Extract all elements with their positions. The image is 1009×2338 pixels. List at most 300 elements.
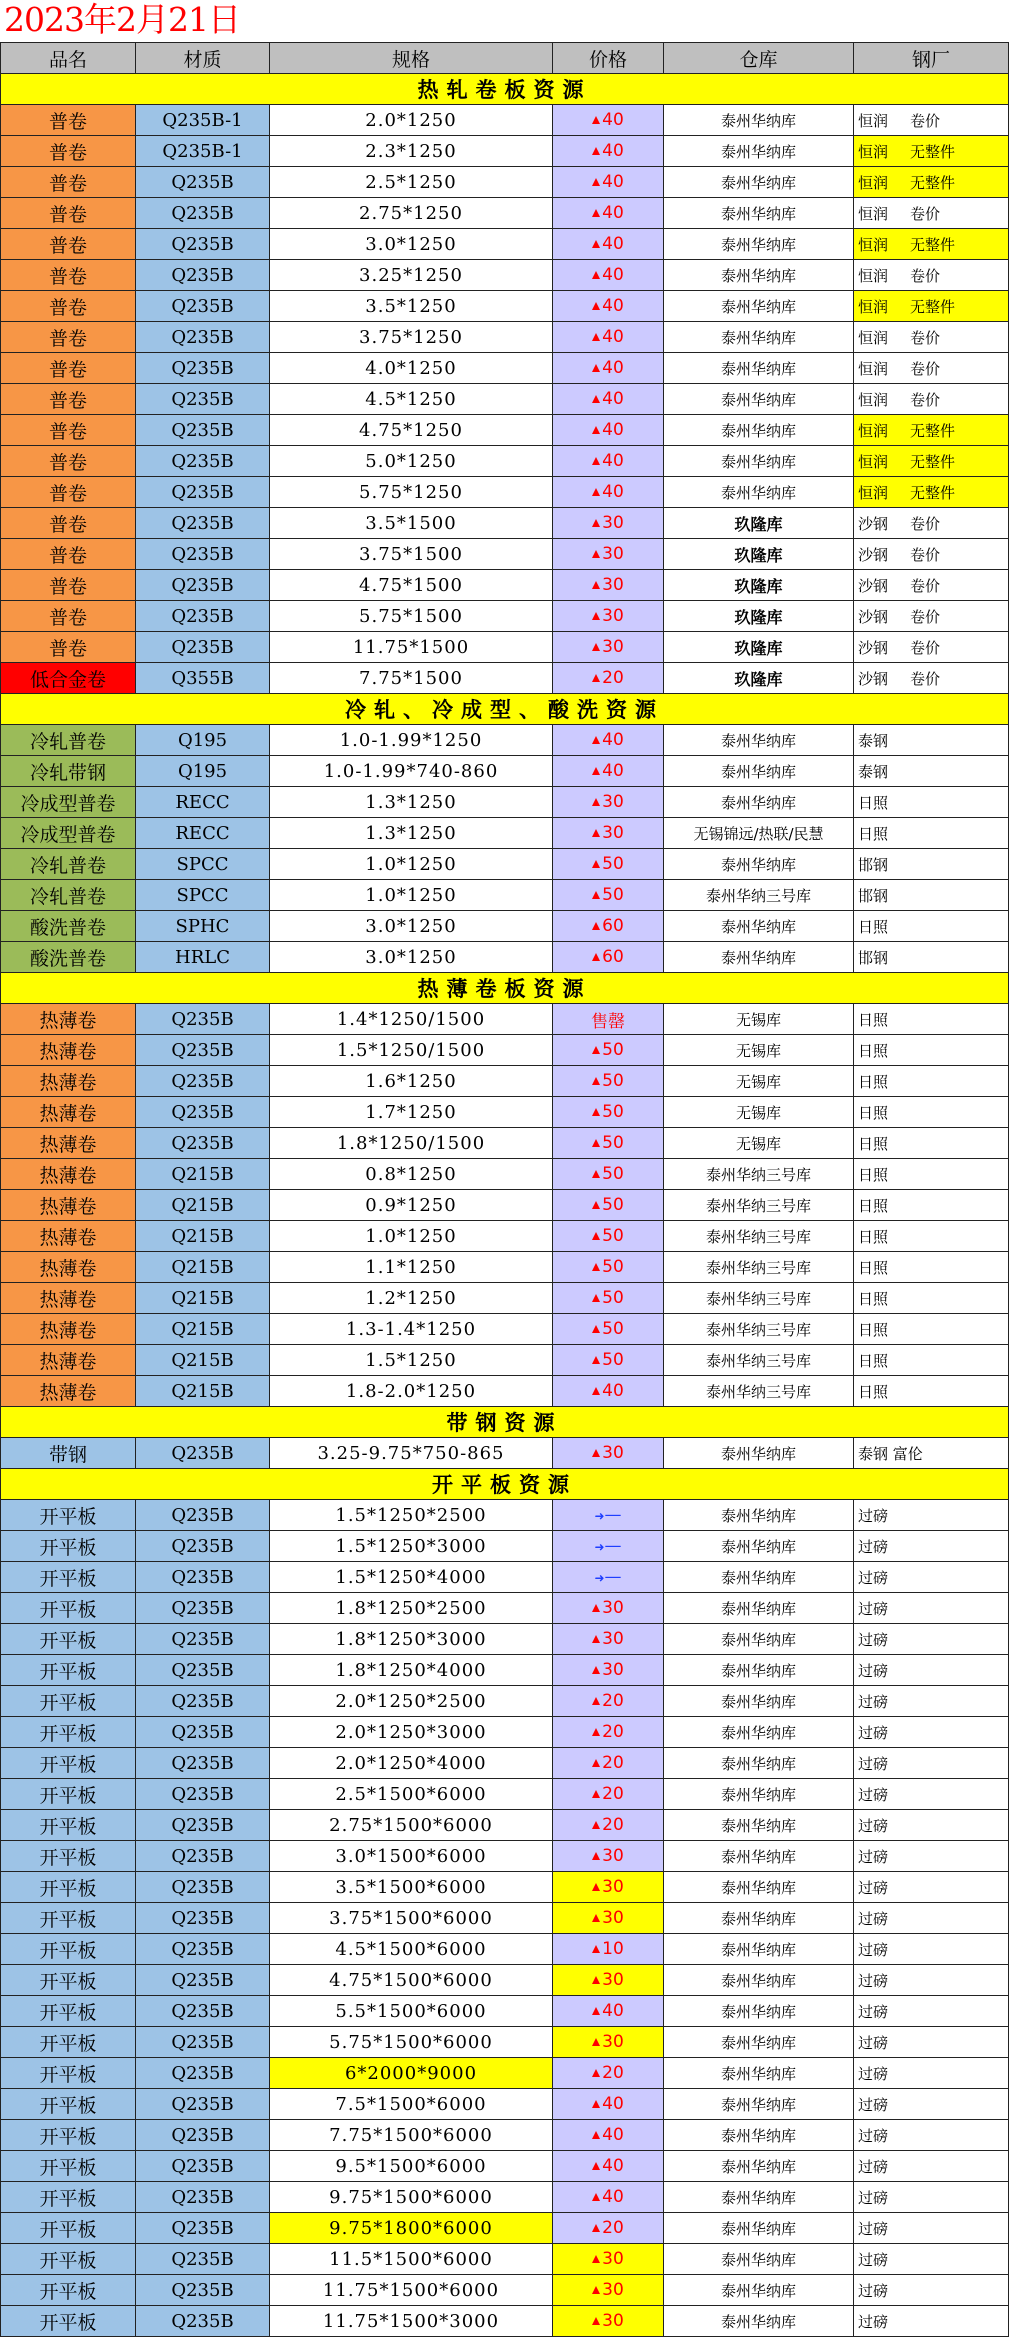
mill-cell (854, 198, 1009, 229)
up-arrow-icon (592, 1790, 600, 1798)
spec-cell: 2.0*1250 (270, 105, 553, 136)
mill-cell (854, 942, 1009, 973)
price-value: 10 (602, 1939, 624, 1959)
mill-name: 恒润 (858, 390, 889, 409)
product-name-cell: 冷成型普卷 (1, 818, 136, 849)
up-arrow-icon (592, 2131, 600, 2139)
up-arrow-icon (592, 798, 600, 806)
table-row (1, 570, 1009, 601)
spec-cell: 1.4*1250/1500 (270, 1004, 553, 1035)
up-arrow-icon (592, 333, 600, 341)
material-cell: Q235B (136, 539, 270, 570)
product-name-cell: 热薄卷 (1, 1283, 136, 1314)
warehouse-cell: 泰州华纳库 (664, 756, 854, 787)
warehouse-cell: 泰州华纳三号库 (664, 1345, 854, 1376)
price-value: 20 (602, 2218, 624, 2238)
material-cell: Q235B (136, 2089, 270, 2120)
product-name-cell: 酸洗普卷 (1, 911, 136, 942)
table-row (1, 322, 1009, 353)
warehouse-cell: 泰州华纳库 (664, 1996, 854, 2027)
warehouse-cell: 泰州华纳库 (664, 2089, 854, 2120)
price-cell (553, 198, 664, 229)
up-arrow-icon (592, 1263, 600, 1271)
col-header-material: 材质 (136, 43, 270, 74)
price-value: 30 (602, 2311, 624, 2331)
table-row (1, 105, 1009, 136)
price-cell (553, 1066, 664, 1097)
price-value: 20 (602, 2063, 624, 2083)
mill-name: 邯钢 (858, 948, 889, 967)
price-value: 40 (602, 110, 624, 130)
mill-name: 过磅 (858, 2312, 889, 2331)
up-arrow-icon (592, 2007, 600, 2015)
price-value: — (604, 1567, 622, 1587)
col-header-product: 品名 (1, 43, 136, 74)
up-arrow-icon (592, 736, 600, 744)
material-cell: Q235B (136, 2027, 270, 2058)
warehouse-cell: 泰州华纳库 (664, 1717, 854, 1748)
table-row (1, 1159, 1009, 1190)
section-header-row (1, 973, 1009, 1004)
price-cell (553, 1221, 664, 1252)
spec-cell: 1.2*1250 (270, 1283, 553, 1314)
price-value: 30 (602, 575, 624, 595)
table-row (1, 1004, 1009, 1035)
mill-name: 泰钢 (858, 731, 889, 750)
up-arrow-icon (592, 116, 600, 124)
mill-name: 日照 (858, 1258, 889, 1277)
up-arrow-icon (592, 953, 600, 961)
spec-cell: 5.0*1250 (270, 446, 553, 477)
spec-cell: 2.75*1250 (270, 198, 553, 229)
price-value: 40 (602, 1381, 624, 1401)
mill-cell (854, 291, 1009, 322)
price-cell (553, 632, 664, 663)
mill-name: 过磅 (858, 1599, 889, 1618)
warehouse-cell: 泰州华纳三号库 (664, 1159, 854, 1190)
mill-cell (854, 2182, 1009, 2213)
material-cell: Q215B (136, 1221, 270, 1252)
spec-cell: 1.5*1250*4000 (270, 1562, 553, 1593)
price-value: 40 (602, 234, 624, 254)
price-value: 50 (602, 1195, 624, 1215)
warehouse-cell: 泰州华纳库 (664, 415, 854, 446)
up-arrow-icon (592, 1139, 600, 1147)
up-arrow-icon (592, 550, 600, 558)
mill-name: 日照 (858, 1103, 889, 1122)
table-row (1, 1841, 1009, 1872)
price-value: 60 (602, 916, 624, 936)
material-cell: Q235B (136, 1872, 270, 1903)
mill-name: 日照 (858, 917, 889, 936)
warehouse-cell: 泰州华纳库 (664, 1438, 854, 1469)
mill-name: 恒润 (858, 173, 889, 192)
spec-cell: 2.0*1250*2500 (270, 1686, 553, 1717)
mill-note: 卷价 (910, 390, 941, 409)
material-cell: Q215B (136, 1190, 270, 1221)
mill-name: 日照 (858, 793, 889, 812)
mill-name: 日照 (858, 1041, 889, 1060)
table-row (1, 1872, 1009, 1903)
price-cell (553, 1128, 664, 1159)
up-arrow-icon (592, 1697, 600, 1705)
table-row (1, 1314, 1009, 1345)
product-name-cell: 开平板 (1, 1562, 136, 1593)
material-cell: Q195 (136, 756, 270, 787)
table-row (1, 1035, 1009, 1066)
mill-cell (854, 105, 1009, 136)
material-cell: Q235B (136, 601, 270, 632)
product-name-cell: 热薄卷 (1, 1097, 136, 1128)
product-name-cell: 热薄卷 (1, 1221, 136, 1252)
price-cell (553, 787, 664, 818)
price-value: 40 (602, 203, 624, 223)
mill-name: 日照 (858, 1072, 889, 1091)
warehouse-cell: 玖隆库 (664, 663, 854, 694)
price-cell (553, 136, 664, 167)
price-value: 30 (602, 1908, 624, 1928)
price-value: 40 (602, 265, 624, 285)
warehouse-cell: 泰州华纳三号库 (664, 1252, 854, 1283)
table-row (1, 1438, 1009, 1469)
mill-cell (854, 1283, 1009, 1314)
material-cell: Q215B (136, 1283, 270, 1314)
mill-name: 沙钢 (858, 669, 889, 688)
product-name-cell: 普卷 (1, 601, 136, 632)
up-arrow-icon (592, 1387, 600, 1395)
section-title: 热轧卷板资源 (1, 74, 1009, 105)
material-cell: Q215B (136, 1376, 270, 1407)
price-cell (553, 2027, 664, 2058)
up-arrow-icon (592, 426, 600, 434)
product-name-cell: 开平板 (1, 2120, 136, 2151)
spec-cell: 3.75*1500 (270, 539, 553, 570)
mill-cell (854, 1562, 1009, 1593)
warehouse-cell: 无锡库 (664, 1066, 854, 1097)
mill-name: 过磅 (858, 2219, 889, 2238)
col-header-price: 价格 (553, 43, 664, 74)
material-cell: Q235B (136, 1004, 270, 1035)
spec-cell: 2.5*1250 (270, 167, 553, 198)
product-name-cell: 冷轧普卷 (1, 880, 136, 911)
product-name-cell: 热薄卷 (1, 1035, 136, 1066)
price-value: 30 (602, 1660, 624, 1680)
material-cell: Q235B (136, 1903, 270, 1934)
mill-name: 沙钢 (858, 576, 889, 595)
spec-cell: 4.5*1250 (270, 384, 553, 415)
table-row (1, 2089, 1009, 2120)
warehouse-cell: 泰州华纳库 (664, 2027, 854, 2058)
warehouse-cell: 泰州华纳库 (664, 1810, 854, 1841)
warehouse-cell: 泰州华纳三号库 (664, 1190, 854, 1221)
price-value: 30 (602, 637, 624, 657)
mill-name: 恒润 (858, 483, 889, 502)
spec-cell: 5.75*1500 (270, 601, 553, 632)
price-cell (553, 1903, 664, 1934)
material-cell: Q235B (136, 1717, 270, 1748)
mill-note: 无整件 (910, 483, 956, 502)
mill-cell (854, 1934, 1009, 1965)
price-cell (553, 508, 664, 539)
warehouse-cell: 泰州华纳库 (664, 1655, 854, 1686)
product-name-cell: 开平板 (1, 1593, 136, 1624)
warehouse-cell: 泰州华纳库 (664, 1531, 854, 1562)
price-cell (553, 1965, 664, 1996)
price-cell (553, 818, 664, 849)
mill-cell (854, 880, 1009, 911)
up-arrow-icon (592, 1635, 600, 1643)
mill-cell (854, 167, 1009, 198)
mill-cell (854, 2027, 1009, 2058)
up-arrow-icon (592, 1077, 600, 1085)
material-cell: Q215B (136, 1345, 270, 1376)
spec-cell: 1.0-1.99*1250 (270, 725, 553, 756)
up-arrow-icon (592, 829, 600, 837)
report-date: 2023年2月21日 (4, 0, 240, 39)
product-name-cell: 开平板 (1, 1996, 136, 2027)
product-name-cell: 开平板 (1, 2058, 136, 2089)
price-cell (553, 1190, 664, 1221)
price-cell (553, 849, 664, 880)
table-row (1, 1903, 1009, 1934)
mill-cell (854, 1066, 1009, 1097)
mill-note: 卷价 (910, 111, 941, 130)
spec-cell: 1.0-1.99*740-860 (270, 756, 553, 787)
price-value: 40 (602, 2156, 624, 2176)
table-row (1, 1190, 1009, 1221)
price-cell (553, 2151, 664, 2182)
mill-note: 卷价 (910, 638, 941, 657)
up-arrow-icon (592, 240, 600, 248)
table-row (1, 1252, 1009, 1283)
table-row (1, 1531, 1009, 1562)
table-row (1, 725, 1009, 756)
product-name-cell: 开平板 (1, 1500, 136, 1531)
spec-cell: 1.8*1250*4000 (270, 1655, 553, 1686)
up-arrow-icon (592, 1046, 600, 1054)
warehouse-cell: 玖隆库 (664, 570, 854, 601)
price-value: 50 (602, 1226, 624, 1246)
product-name-cell: 开平板 (1, 1717, 136, 1748)
mill-note: 无整件 (910, 452, 956, 471)
up-arrow-icon (592, 147, 600, 155)
warehouse-cell: 泰州华纳库 (664, 1500, 854, 1531)
spec-cell: 4.75*1500*6000 (270, 1965, 553, 1996)
spec-cell: 3.5*1250 (270, 291, 553, 322)
material-cell: Q235B (136, 384, 270, 415)
price-value: 50 (602, 1257, 624, 1277)
spec-cell: 1.3*1250 (270, 787, 553, 818)
product-name-cell: 带钢 (1, 1438, 136, 1469)
spec-cell: 9.5*1500*6000 (270, 2151, 553, 2182)
price-cell (553, 2182, 664, 2213)
mill-cell (854, 1500, 1009, 1531)
table-row (1, 1221, 1009, 1252)
product-name-cell: 冷轧普卷 (1, 849, 136, 880)
product-name-cell: 开平板 (1, 1965, 136, 1996)
up-arrow-icon (592, 178, 600, 186)
mill-cell (854, 1190, 1009, 1221)
mill-name: 过磅 (858, 2033, 889, 2052)
product-name-cell: 开平板 (1, 1779, 136, 1810)
material-cell: Q235B (136, 2244, 270, 2275)
price-cell (553, 1779, 664, 1810)
warehouse-cell: 泰州华纳库 (664, 384, 854, 415)
mill-name: 过磅 (858, 2095, 889, 2114)
mill-note: 卷价 (910, 607, 941, 626)
price-cell (553, 105, 664, 136)
material-cell: Q195 (136, 725, 270, 756)
table-row (1, 136, 1009, 167)
price-cell (553, 2275, 664, 2306)
up-arrow-icon (592, 209, 600, 217)
material-cell: Q235B (136, 1934, 270, 1965)
spec-cell: 0.9*1250 (270, 1190, 553, 1221)
warehouse-cell: 泰州华纳库 (664, 1624, 854, 1655)
warehouse-cell: 泰州华纳库 (664, 446, 854, 477)
price-value: 30 (602, 1846, 624, 1866)
up-arrow-icon (592, 1728, 600, 1736)
price-cell (553, 1159, 664, 1190)
warehouse-cell: 泰州华纳库 (664, 353, 854, 384)
price-cell (553, 2089, 664, 2120)
product-name-cell: 开平板 (1, 2182, 136, 2213)
price-value: 50 (602, 1102, 624, 1122)
up-arrow-icon (592, 457, 600, 465)
mill-cell (854, 1221, 1009, 1252)
mill-name: 过磅 (858, 1847, 889, 1866)
spec-cell: 1.0*1250 (270, 849, 553, 880)
warehouse-cell: 泰州华纳库 (664, 136, 854, 167)
price-value: 30 (602, 606, 624, 626)
warehouse-cell: 无锡库 (664, 1128, 854, 1159)
mill-name: 日照 (858, 824, 889, 843)
up-arrow-icon (592, 2038, 600, 2046)
mill-name: 恒润 (858, 452, 889, 471)
mill-note: 无整件 (910, 235, 956, 254)
price-value: 20 (602, 1691, 624, 1711)
mill-name: 恒润 (858, 111, 889, 130)
warehouse-cell: 泰州华纳库 (664, 260, 854, 291)
product-name-cell: 开平板 (1, 1841, 136, 1872)
warehouse-cell: 玖隆库 (664, 539, 854, 570)
mill-name: 沙钢 (858, 638, 889, 657)
mill-name: 日照 (858, 1227, 889, 1246)
warehouse-cell: 泰州华纳库 (664, 2306, 854, 2337)
mill-name: 日照 (858, 1320, 889, 1339)
mill-cell (854, 1376, 1009, 1407)
section-title: 开平板资源 (1, 1469, 1009, 1500)
section-title: 热薄卷板资源 (1, 973, 1009, 1004)
mill-name: 日照 (858, 1196, 889, 1215)
product-name-cell: 普卷 (1, 508, 136, 539)
table-row (1, 1810, 1009, 1841)
material-cell: Q235B (136, 291, 270, 322)
mill-name: 沙钢 (858, 514, 889, 533)
spec-cell: 11.75*1500*6000 (270, 2275, 553, 2306)
table-row (1, 818, 1009, 849)
product-name-cell: 低合金卷 (1, 663, 136, 694)
price-cell (553, 1872, 664, 1903)
material-cell: Q235B (136, 1965, 270, 1996)
mill-name: 邯钢 (858, 886, 889, 905)
flat-arrow-icon: ➜ (594, 1540, 605, 1554)
price-cell (553, 322, 664, 353)
table-row (1, 260, 1009, 291)
price-value: 20 (602, 1784, 624, 1804)
up-arrow-icon (592, 1201, 600, 1209)
product-name-cell: 热薄卷 (1, 1314, 136, 1345)
table-row (1, 1965, 1009, 1996)
price-cell (553, 663, 664, 694)
warehouse-cell: 泰州华纳库 (664, 2244, 854, 2275)
mill-cell (854, 1314, 1009, 1345)
up-arrow-icon (592, 1325, 600, 1333)
spec-cell: 5.5*1500*6000 (270, 1996, 553, 2027)
spec-cell: 4.75*1500 (270, 570, 553, 601)
material-cell: Q235B (136, 508, 270, 539)
section-header-row (1, 74, 1009, 105)
warehouse-cell: 泰州华纳库 (664, 229, 854, 260)
warehouse-cell: 泰州华纳库 (664, 1779, 854, 1810)
spec-cell: 7.75*1500*6000 (270, 2120, 553, 2151)
price-cell (553, 477, 664, 508)
material-cell: Q235B (136, 2213, 270, 2244)
mill-note: 无整件 (910, 142, 956, 161)
up-arrow-icon (592, 2255, 600, 2263)
table-row (1, 663, 1009, 694)
mill-cell (854, 1872, 1009, 1903)
up-arrow-icon (592, 581, 600, 589)
mill-name: 恒润 (858, 235, 889, 254)
material-cell: Q215B (136, 1314, 270, 1345)
product-name-cell: 冷轧带钢 (1, 756, 136, 787)
mill-cell (854, 1252, 1009, 1283)
mill-name: 过磅 (858, 1568, 889, 1587)
spec-cell: 1.3*1250 (270, 818, 553, 849)
price-value: 30 (602, 513, 624, 533)
warehouse-cell: 泰州华纳库 (664, 291, 854, 322)
price-cell (553, 167, 664, 198)
mill-note: 无整件 (910, 297, 956, 316)
mill-cell (854, 2089, 1009, 2120)
price-cell (553, 1345, 664, 1376)
product-name-cell: 普卷 (1, 105, 136, 136)
warehouse-cell: 泰州华纳库 (664, 105, 854, 136)
warehouse-cell: 泰州华纳库 (664, 787, 854, 818)
price-cell (553, 1283, 664, 1314)
table-row (1, 1562, 1009, 1593)
price-value: 40 (602, 761, 624, 781)
mill-name: 过磅 (858, 1754, 889, 1773)
price-value: 30 (602, 544, 624, 564)
product-name-cell: 热薄卷 (1, 1376, 136, 1407)
material-cell: SPCC (136, 849, 270, 880)
table-row (1, 2306, 1009, 2337)
spec-cell: 4.5*1500*6000 (270, 1934, 553, 1965)
mill-name: 过磅 (858, 2157, 889, 2176)
table-row (1, 2182, 1009, 2213)
mill-name: 恒润 (858, 204, 889, 223)
spec-cell: 11.5*1500*6000 (270, 2244, 553, 2275)
mill-cell (854, 229, 1009, 260)
mill-cell (854, 632, 1009, 663)
price-cell (553, 1717, 664, 1748)
mill-note: 无整件 (910, 421, 956, 440)
mill-name: 恒润 (858, 142, 889, 161)
up-arrow-icon (592, 1604, 600, 1612)
product-name-cell: 普卷 (1, 322, 136, 353)
